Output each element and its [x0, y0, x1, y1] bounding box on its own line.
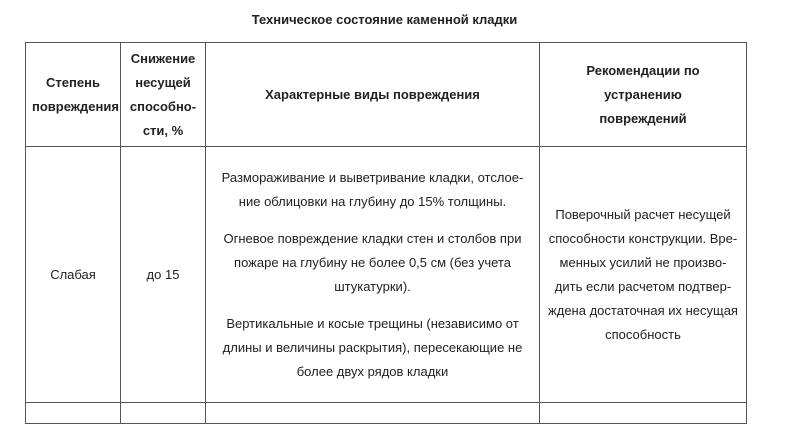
damage-paragraph: Вертикальные и косые трещины (независимо от длины и величины раскрытия), пересекающие не более двух рядов кладки	[222, 315, 523, 379]
table-row	[26, 147, 747, 403]
masonry-condition-table	[25, 42, 747, 424]
damage-paragraph: Огневое повреждение кладки стен и столбов при пожаре на глубину не более 0,5 см (без учета штукатурки).	[223, 230, 522, 294]
header-degree: Степень повреждения	[26, 43, 121, 147]
damage-paragraph: Размораживание и выветривание кладки, отслое- ние облицовки на глубину до 15% толщины.	[221, 169, 524, 209]
degree-cell: Слабая	[26, 147, 121, 403]
table-row-partial	[26, 403, 747, 424]
header-damage-types: Характерные виды повреждения	[206, 43, 540, 147]
header-reduction: Снижение несущей способно- сти, %	[121, 43, 206, 147]
reduction-cell: до 15	[121, 147, 206, 403]
header-row	[26, 43, 747, 147]
table-title: Техническое состояние каменной кладки	[251, 12, 518, 27]
recommendation-cell: Поверочный расчет несущей способности конструкции. Вре- менных усилий не произво- дить если расчетом подтвер- ждена достаточная их несущая способность	[540, 147, 747, 403]
header-recommendations: Рекомендации по устранению повреждений	[540, 43, 747, 147]
damage-cell	[206, 147, 540, 403]
